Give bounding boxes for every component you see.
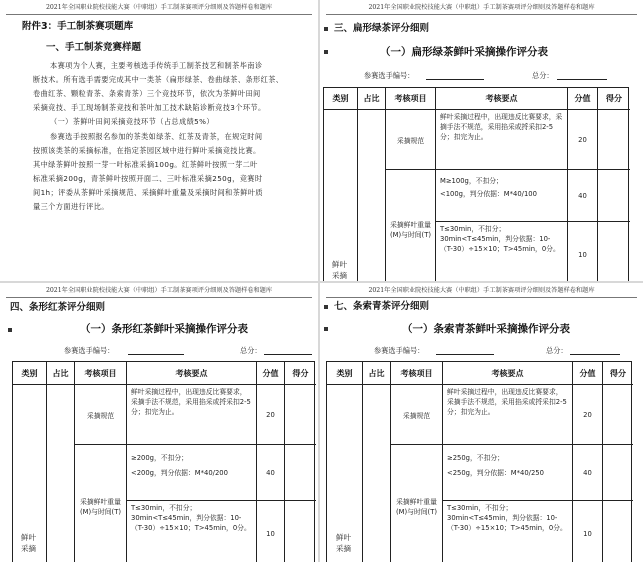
para1-line-1: 本赛项为个人赛，主要考核选手传统手工制茶技艺和制茶毕南诊 bbox=[50, 61, 263, 70]
col-header-ratio: 占比 bbox=[363, 362, 391, 385]
col-header-points: 考核要点 bbox=[436, 88, 568, 110]
page-header: 2021年全国职业院校技能大赛（中职组）手工制茶赛项评分细则及答题样卷和题库 bbox=[6, 285, 312, 298]
section-title: 一、手工制茶竞赛样题 bbox=[46, 42, 142, 53]
points-line-a: M≥100g，不扣分； bbox=[440, 177, 503, 185]
contestant-blank bbox=[426, 79, 484, 80]
score-cell bbox=[598, 170, 630, 222]
value-cell: 20 bbox=[257, 385, 285, 445]
section-title: 三、扁形绿茶评分细则 bbox=[334, 23, 430, 34]
score-cell bbox=[603, 385, 633, 445]
bullet-mark bbox=[324, 50, 328, 54]
score-blank bbox=[557, 79, 607, 80]
score-label: 总分： bbox=[546, 346, 568, 355]
item-cell: 采摘鲜叶重量(M)与时间(T) bbox=[391, 445, 443, 562]
ratio-cell bbox=[47, 385, 75, 562]
score-cell bbox=[598, 222, 630, 281]
item-cell: 采摘规范 bbox=[391, 385, 443, 445]
points-line-a: ≥250g，不扣分； bbox=[447, 454, 504, 462]
value-cell: 10 bbox=[573, 501, 603, 562]
page-strip-black-tea bbox=[0, 283, 318, 562]
contestant-label: 参赛选手编号： bbox=[64, 346, 115, 355]
value-cell: 40 bbox=[573, 445, 603, 501]
page-attachment-3 bbox=[0, 0, 318, 281]
table-title: （一）扁形绿茶鲜叶采摘操作评分表 bbox=[380, 46, 548, 58]
points-cell bbox=[436, 170, 568, 222]
item-cell: 采摘规范 bbox=[386, 110, 436, 170]
score-cell bbox=[285, 445, 316, 501]
page-header: 2021年全国职业院校技能大赛（中职组）手工制茶赛项评分细则及答题样卷和题库 bbox=[326, 2, 637, 15]
points-line-b: <200g，判分依据：M*40/200 bbox=[131, 469, 228, 478]
bullet-mark bbox=[324, 305, 328, 309]
item-cell: 采摘鲜叶重量(M)与时间(T) bbox=[75, 445, 127, 562]
item-cell: 采摘规范 bbox=[75, 385, 127, 445]
scoring-table bbox=[326, 361, 632, 562]
para1-line-4: 采摘竞技、手工现场制茶竞技和茶叶加工技术缺陷诊断竞技3个环节。 bbox=[33, 103, 266, 112]
ratio-cell bbox=[358, 110, 386, 281]
col-header-category: 类别 bbox=[327, 362, 363, 385]
scoring-table bbox=[12, 361, 315, 562]
col-header-value: 分值 bbox=[573, 362, 603, 385]
score-cell bbox=[285, 385, 316, 445]
points-cell: T≤30min，不扣分；30min<T≤45min，判分依据：10-（T-30）÷15×10；T>45min，0分。 bbox=[443, 501, 573, 562]
value-cell: 10 bbox=[568, 222, 598, 281]
category-text: 鲜叶采摘 bbox=[332, 260, 347, 280]
points-cell bbox=[127, 445, 257, 501]
score-cell bbox=[598, 110, 630, 170]
scoring-table bbox=[323, 87, 629, 281]
para2-line-6: 量三个方面进行评比。 bbox=[33, 202, 109, 211]
contestant-label: 参赛选手编号： bbox=[374, 346, 425, 355]
value-cell: 20 bbox=[568, 110, 598, 170]
section-title: 七、条索青茶评分细则 bbox=[334, 301, 430, 312]
points-cell: 鲜叶采摘过程中，出现违反比赛要求，采摘手法不规范，采用掐采或捋采扣2-5分；扣完为止。 bbox=[443, 385, 573, 445]
category-cell bbox=[327, 385, 363, 562]
table-title: （一）条索青茶鲜叶采摘操作评分表 bbox=[402, 323, 570, 335]
para2-line-5: 间1h；评委从茶鲜叶采摘规范、采摘鲜叶重量及采摘时间和茶鲜叶质 bbox=[33, 188, 263, 197]
points-cell: T≤30min，不扣分；30min<T≤45min，判分依据：10-（T-30）÷15×10；T>45min，0分。 bbox=[436, 222, 568, 281]
para1-line-2: 断技术。所有选手需要完成其中一类茶（扁形绿茶、卷曲绿茶、条形红茶、 bbox=[33, 75, 284, 84]
points-cell: T≤30min，不扣分；30min<T≤45min，判分依据：10-（T-30）÷15×10；T>45min，0分。 bbox=[127, 501, 257, 562]
ratio-cell bbox=[363, 385, 391, 562]
item-cell: 采摘鲜叶重量(M)与时间(T) bbox=[386, 170, 436, 281]
para2-line-4: 标准采摘200g，青茶鲜叶按照开面二、三叶标准采摘250g，竞赛时 bbox=[33, 174, 263, 183]
score-blank bbox=[264, 354, 312, 355]
contestant-label: 参赛选手编号： bbox=[364, 71, 415, 80]
para1-line-3: 卷曲红茶、颗粒青茶、条索青茶）三个竞技环节，依次为茶鲜叶田间 bbox=[33, 89, 261, 98]
page-header: 2021年全国职业院校技能大赛（中职组）手工制茶赛项评分细则及答题样卷和题库 bbox=[6, 2, 312, 15]
col-header-score: 得分 bbox=[603, 362, 633, 385]
points-line-b: <100g，判分依据：M*40/100 bbox=[440, 190, 537, 199]
col-header-value: 分值 bbox=[568, 88, 598, 110]
points-line-a: ≥200g，不扣分； bbox=[131, 454, 188, 462]
points-cell bbox=[443, 445, 573, 501]
table-title: （一）条形红茶鲜叶采摘操作评分表 bbox=[80, 323, 248, 335]
category-cell bbox=[13, 385, 47, 562]
col-header-item: 考核项目 bbox=[391, 362, 443, 385]
col-header-category: 类别 bbox=[324, 88, 358, 110]
score-cell bbox=[603, 445, 633, 501]
col-header-ratio: 占比 bbox=[47, 362, 75, 385]
value-cell: 40 bbox=[257, 445, 285, 501]
value-cell: 40 bbox=[568, 170, 598, 222]
points-cell: 鲜叶采摘过程中，出现违反比赛要求，采摘手法不规范，采用掐采或捋采扣2-5分；扣完为止。 bbox=[127, 385, 257, 445]
score-cell bbox=[603, 501, 633, 562]
col-header-item: 考核项目 bbox=[75, 362, 127, 385]
category-text: 鲜叶采摘 bbox=[336, 533, 351, 553]
col-header-item: 考核项目 bbox=[386, 88, 436, 110]
score-label: 总分： bbox=[240, 346, 262, 355]
section-title: 四、条形红茶评分细则 bbox=[10, 302, 106, 313]
category-cell bbox=[324, 110, 358, 281]
para2-line-1: 参赛选手按照报名参加的茶类如绿茶、红茶及青茶，在规定时间 bbox=[50, 132, 263, 141]
page-rolled-oolong-tea bbox=[320, 283, 643, 562]
contestant-blank bbox=[128, 354, 184, 355]
category-text: 鲜叶采摘 bbox=[21, 533, 36, 553]
score-blank bbox=[570, 354, 620, 355]
value-cell: 20 bbox=[573, 385, 603, 445]
bullet-mark bbox=[8, 328, 12, 332]
col-header-points: 考核要点 bbox=[127, 362, 257, 385]
col-header-ratio: 占比 bbox=[358, 88, 386, 110]
col-header-value: 分值 bbox=[257, 362, 285, 385]
page-flat-green-tea bbox=[320, 0, 643, 281]
page-header: 2021年全国职业院校技能大赛（中职组）手工制茶赛项评分细则及答题样卷和题库 bbox=[326, 285, 637, 298]
bullet-mark bbox=[324, 27, 328, 31]
points-line-b: <250g，判分依据：M*40/250 bbox=[447, 469, 544, 478]
score-cell bbox=[285, 501, 316, 562]
bullet-mark bbox=[324, 327, 328, 331]
col-header-score: 得分 bbox=[285, 362, 316, 385]
col-header-points: 考核要点 bbox=[443, 362, 573, 385]
value-cell: 10 bbox=[257, 501, 285, 562]
col-header-score: 得分 bbox=[598, 88, 630, 110]
attachment-title: 附件3：手工制茶赛项题库 bbox=[22, 21, 134, 32]
contestant-blank bbox=[436, 354, 494, 355]
col-header-category: 类别 bbox=[13, 362, 47, 385]
para2-line-2: 按照该类茶的采摘标准，在指定茶园区域中进行鲜叶采摘竞技比赛。 bbox=[33, 146, 261, 155]
points-cell: 鲜叶采摘过程中，出现违反比赛要求，采摘手法不规范，采用掐采或捋采扣2-5分；扣完为止。 bbox=[436, 110, 568, 170]
score-label: 总分： bbox=[532, 71, 554, 80]
sub-title: （一）茶鲜叶田间采摘竞技环节（占总成绩5%） bbox=[50, 117, 214, 126]
para2-line-3: 其中绿茶鲜叶按照一芽一叶标准采摘100g。红茶鲜叶按照一芽二叶 bbox=[33, 160, 258, 169]
